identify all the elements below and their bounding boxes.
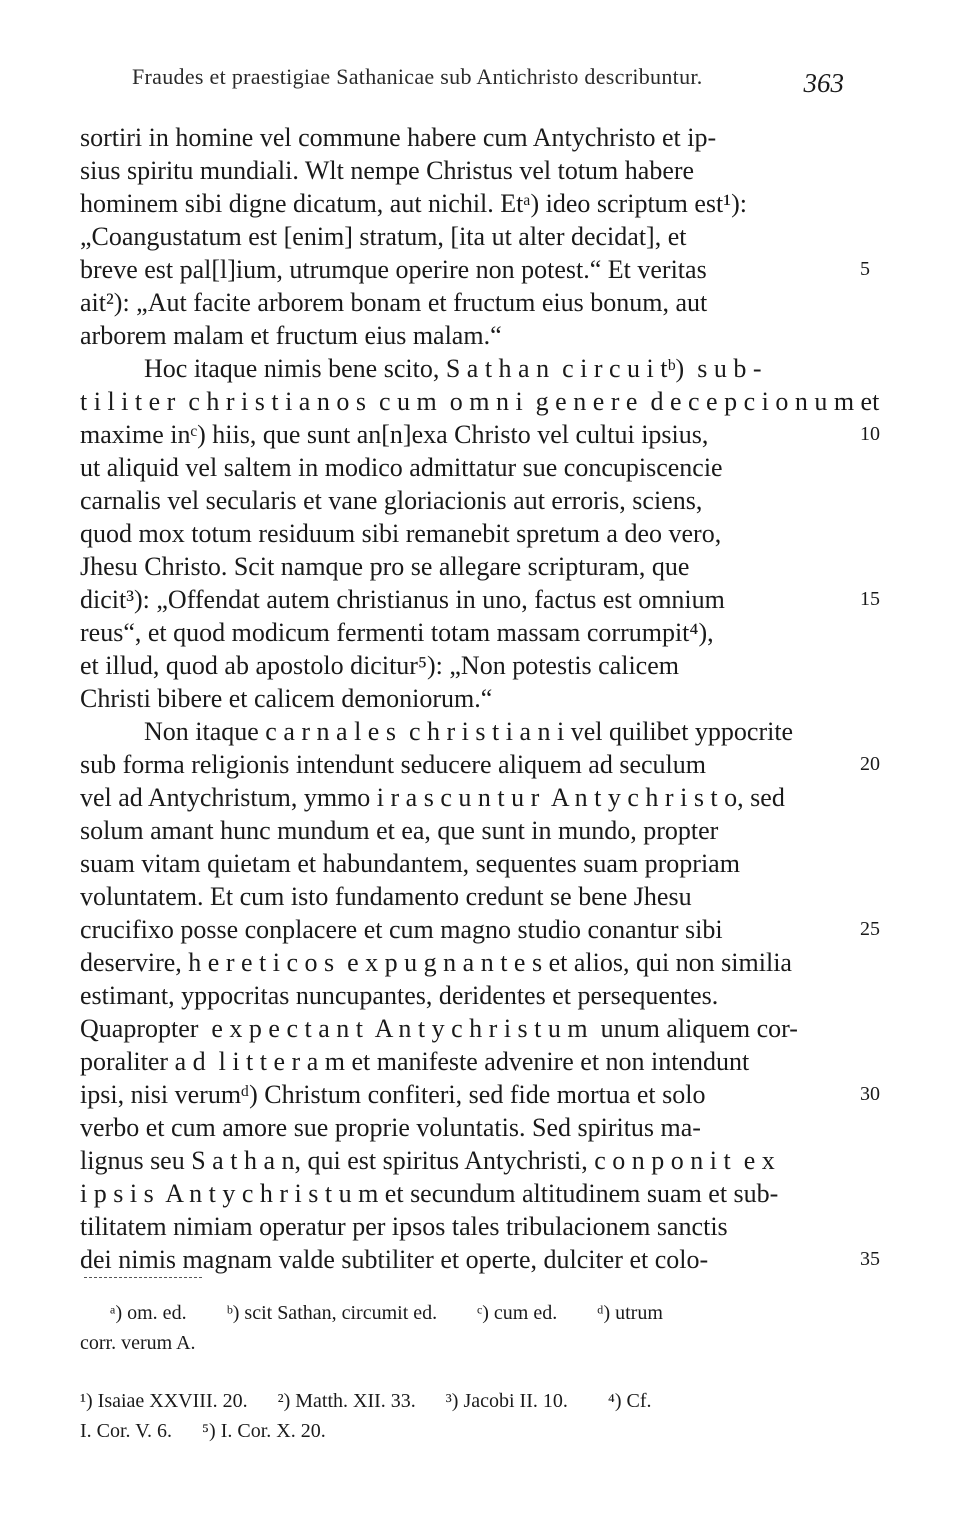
line-text: i p s i s A n t y c h r i s t u m et secundum altitudinem suam et sub-: [80, 1179, 779, 1208]
page-header: [132, 64, 844, 104]
line-number: 20: [860, 753, 880, 775]
text-line: [80, 1012, 840, 1045]
text-line: [80, 1078, 880, 1111]
text-line: [80, 220, 840, 253]
line-text: dicit³): „Offendat autem christianus in uno, factus est omnium: [80, 585, 725, 614]
line-text: poraliter a d l i t t e r a m et manifeste advenire et non intendunt: [80, 1047, 750, 1076]
page-number: 363: [803, 68, 844, 98]
line-text: sius spiritu mundiali. Wlt nempe Christus vel totum habere: [80, 156, 695, 185]
text-line: [80, 946, 840, 979]
footnote-line: I. Cor. V. 6. ⁵) I. Cor. X. 20.: [80, 1420, 326, 1442]
text-line: [80, 451, 840, 484]
line-text: solum amant hunc mundum et ea, que sunt in mundo, propter: [80, 816, 719, 845]
text-line: [80, 517, 840, 550]
text-line: [80, 319, 840, 352]
line-text: sub forma religionis intendunt seducere aliquem ad seculum: [80, 750, 706, 779]
text-line: [80, 880, 840, 913]
line-text: breve est pal[l]ium, utrumque operire non potest.“ Et veritas: [80, 255, 707, 284]
footnote-line: ᵃ) om. ed. ᵇ) scit Sathan, circumit ed. ᶜ) cum ed. ᵈ) utrum: [80, 1302, 663, 1324]
footnote-line: corr. verum A.: [80, 1332, 196, 1354]
text-line: [80, 121, 840, 154]
line-text: ait²): „Aut facite arborem bonam et fructum eius bonum, aut: [80, 288, 708, 317]
line-text: ipsi, nisi verumᵈ) Christum confiteri, sed fide mortua et solo: [80, 1080, 706, 1109]
critical-apparatus: [80, 1298, 850, 1358]
line-text: hominem sibi digne dicatum, aut nichil. Etᵃ) ideo scriptum est¹):: [80, 189, 747, 218]
line-text: voluntatem. Et cum isto fundamento credunt se bene Jhesu: [80, 882, 692, 911]
line-text: Hoc itaque nimis bene scito, S a t h a n c i r c u i tᵇ) s u b -: [144, 354, 762, 383]
text-line: [80, 715, 840, 748]
line-text: tilitatem nimiam operatur per ipsos tales tribulacionem sanctis: [80, 1212, 728, 1241]
text-line: [80, 748, 880, 781]
line-text: suam vitam quietam et habundantem, sequentes suam propriam: [80, 849, 740, 878]
line-number: 10: [860, 423, 880, 445]
line-text: deservire, h e r e t i c o s e x p u g n a n t e s et alios, qui non similia: [80, 948, 792, 977]
line-text: dei nimis magnam valde subtiliter et operte, dulciter et colo-: [80, 1245, 709, 1274]
text-line: [80, 1243, 880, 1276]
line-text: quod mox totum residuum sibi remanebit spretum a deo vero,: [80, 519, 722, 548]
text-line: [80, 418, 880, 451]
line-text: „Coangustatum est [enim] stratum, [ita ut alter decidat], et: [80, 222, 687, 251]
text-line: [80, 1144, 840, 1177]
line-text: Christi bibere et calicem demoniorum.“: [80, 684, 493, 713]
text-line: [80, 616, 840, 649]
main-text: [80, 121, 880, 1276]
text-line: [80, 286, 840, 319]
line-text: maxime inᶜ) hiis, que sunt an[n]exa Christo vel cultui ipsius,: [80, 420, 709, 449]
text-line: [80, 1210, 840, 1243]
text-line: [80, 847, 840, 880]
line-text: ut aliquid vel saltem in modico admittatur sue concupiscencie: [80, 453, 723, 482]
text-line: [80, 352, 840, 385]
line-text: lignus seu S a t h a n, qui est spiritus Antychristi, c o n p o n i t e x: [80, 1146, 775, 1175]
line-number: 35: [860, 1248, 880, 1270]
text-line: [80, 814, 840, 847]
line-text: t i l i t e r c h r i s t i a n o s c u m o m n i g e n e r e d e c e p c i o n u m et: [80, 387, 880, 416]
line-text: Jhesu Christo. Scit namque pro se allegare scripturam, que: [80, 552, 690, 581]
line-number: 30: [860, 1083, 880, 1105]
text-line: [80, 979, 840, 1012]
line-text: arborem malam et fructum eius malam.“: [80, 321, 502, 350]
line-text: vel ad Antychristum, ymmo i r a s c u n t u r A n t y c h r i s t o, sed: [80, 783, 785, 812]
line-text: sortiri in homine vel commune habere cum Antychristo et ip-: [80, 123, 717, 152]
line-text: et illud, quod ab apostolo dicitur⁵): „Non potestis calicem: [80, 651, 679, 680]
running-title: Fraudes et praestigiae Sathanicae sub Antichristo describuntur.: [132, 64, 703, 89]
text-line: [80, 385, 880, 418]
line-number: 5: [860, 258, 870, 280]
text-line: [80, 1045, 840, 1078]
footnote-divider: [84, 1277, 202, 1278]
line-text: Non itaque c a r n a l e s c h r i s t i a n i vel quilibet yppocrite: [144, 717, 794, 746]
text-line: [80, 484, 840, 517]
text-line: [80, 1111, 840, 1144]
line-number: 25: [860, 918, 880, 940]
source-notes: [80, 1386, 850, 1446]
footnote-line: ¹) Isaiae XXVIII. 20. ²) Matth. XII. 33. ³) Jacobi II. 10. ⁴) Cf.: [80, 1390, 652, 1412]
text-line: [80, 583, 880, 616]
line-text: estimant, yppocritas nuncupantes, deridentes et persequentes.: [80, 981, 719, 1010]
text-line: [80, 913, 880, 946]
text-line: [80, 1177, 840, 1210]
line-text: reus“, et quod modicum fermenti totam massam corrumpit⁴),: [80, 618, 714, 647]
text-line: [80, 187, 840, 220]
line-text: Quapropter e x p e c t a n t A n t y c h r i s t u m unum aliquem cor-: [80, 1014, 798, 1043]
line-text: carnalis vel secularis et vane gloriacionis aut erroris, sciens,: [80, 486, 703, 515]
text-line: [80, 550, 840, 583]
line-text: verbo et cum amore sue proprie voluntatis. Sed spiritus ma-: [80, 1113, 701, 1142]
line-number: 15: [860, 588, 880, 610]
text-line: [80, 781, 840, 814]
text-line: [80, 253, 870, 286]
text-line: [80, 649, 840, 682]
text-line: [80, 682, 840, 715]
line-text: crucifixo posse conplacere et cum magno studio conantur sibi: [80, 915, 723, 944]
text-line: [80, 154, 840, 187]
